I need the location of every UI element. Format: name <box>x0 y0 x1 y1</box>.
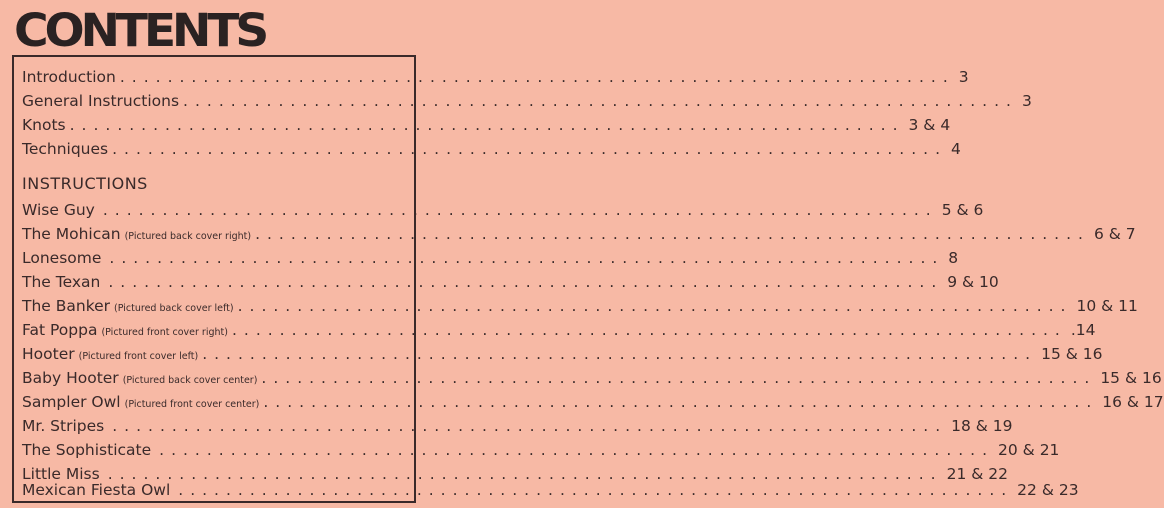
dot-leader: ...................................................................... <box>237 297 1073 315</box>
toc-row[interactable] <box>22 321 1096 345</box>
toc-page: 15 & 16 <box>1041 345 1103 363</box>
toc-label: Mr. Stripes <box>22 417 105 435</box>
toc-page: 3 <box>1021 92 1032 110</box>
dot-leader: ...................................................................... <box>202 345 1038 363</box>
toc-label: Knots <box>22 116 66 134</box>
toc-label: The Texan <box>22 273 101 291</box>
toc-page: 16 & 17 <box>1102 393 1164 411</box>
toc-page: 3 <box>958 68 969 86</box>
toc-label: The Sophisticate <box>22 441 152 459</box>
dot-leader: ...................................................................... <box>108 273 944 291</box>
dot-leader: ...................................................................... <box>112 140 948 158</box>
dot-leader: ...................................................................... <box>178 481 1014 499</box>
toc-label: Sampler Owl <box>22 393 121 411</box>
toc-page: 20 & 21 <box>998 441 1060 459</box>
toc-label: Baby Hooter <box>22 369 119 387</box>
toc-page: 21 & 22 <box>946 465 1008 483</box>
toc-note: (Pictured back cover center) <box>122 375 258 386</box>
toc-page: 3 & 4 <box>908 116 951 134</box>
toc-label: Fat Poppa <box>22 321 98 339</box>
dot-leader: ...................................................................... <box>159 441 995 459</box>
toc-row[interactable] <box>22 441 1060 465</box>
toc-label: The Banker <box>22 297 111 315</box>
toc-note: (Pictured front cover left) <box>78 351 199 362</box>
toc-note: (Pictured back cover right) <box>124 231 252 242</box>
toc-label: Lonesome <box>22 249 102 267</box>
toc-page: .14 <box>1070 321 1096 339</box>
toc-row[interactable] <box>22 201 984 225</box>
toc-page: 6 & 7 <box>1093 225 1136 243</box>
toc-page: 10 & 11 <box>1076 297 1138 315</box>
toc-note: (Pictured front cover center) <box>124 399 260 410</box>
toc-row[interactable] <box>22 345 1103 369</box>
toc-label: Little Miss <box>22 465 100 483</box>
dot-leader: ...................................................................... <box>109 249 945 267</box>
toc-page: 15 & 16 <box>1100 369 1162 387</box>
toc-row[interactable] <box>22 481 1079 505</box>
toc-label: Introduction <box>22 68 116 86</box>
toc-label: Techniques <box>22 140 109 158</box>
toc-row[interactable] <box>22 225 1136 249</box>
toc-row[interactable] <box>22 369 1162 393</box>
toc-label: Hooter <box>22 345 75 363</box>
toc-label: General Instructions <box>22 92 180 110</box>
dot-leader: ...................................................................... <box>255 225 1090 243</box>
page-title: CONTENTS <box>14 4 266 57</box>
toc-row[interactable] <box>22 393 1164 417</box>
toc-row[interactable] <box>22 249 959 273</box>
section-heading: INSTRUCTIONS <box>22 174 148 193</box>
dot-leader: ...................................................................... <box>263 393 1099 411</box>
toc-page: 18 & 19 <box>951 417 1013 435</box>
dot-leader: ...................................................................... <box>112 417 948 435</box>
dot-leader: ...................................................................... <box>69 116 905 134</box>
dot-leader: ...................................................................... <box>231 321 1067 339</box>
toc-row[interactable] <box>22 417 1013 441</box>
toc-row[interactable] <box>22 140 961 164</box>
dot-leader: ...................................................................... <box>102 201 938 219</box>
toc-label: Wise Guy <box>22 201 95 219</box>
dot-leader: ...................................................................... <box>119 68 955 86</box>
toc-page: 22 & 23 <box>1017 481 1079 499</box>
toc-label: Mexican Fiesta Owl <box>22 481 171 499</box>
dot-leader: ...................................................................... <box>107 465 943 483</box>
toc-note: (Pictured back cover left) <box>114 303 234 314</box>
toc-page: 8 <box>948 249 959 267</box>
dot-leader: ...................................................................... <box>183 92 1018 110</box>
toc-row[interactable] <box>22 297 1138 321</box>
toc-page: 4 <box>951 140 961 158</box>
toc-row[interactable] <box>22 116 951 140</box>
toc-row[interactable] <box>22 92 1032 116</box>
toc-note: (Pictured front cover right) <box>101 327 228 338</box>
toc-row[interactable] <box>22 68 969 92</box>
toc-row[interactable] <box>22 273 999 297</box>
toc-page: 9 & 10 <box>947 273 999 291</box>
dot-leader: ...................................................................... <box>261 369 1097 387</box>
toc-page: 5 & 6 <box>941 201 984 219</box>
toc-label: The Mohican <box>22 225 121 243</box>
